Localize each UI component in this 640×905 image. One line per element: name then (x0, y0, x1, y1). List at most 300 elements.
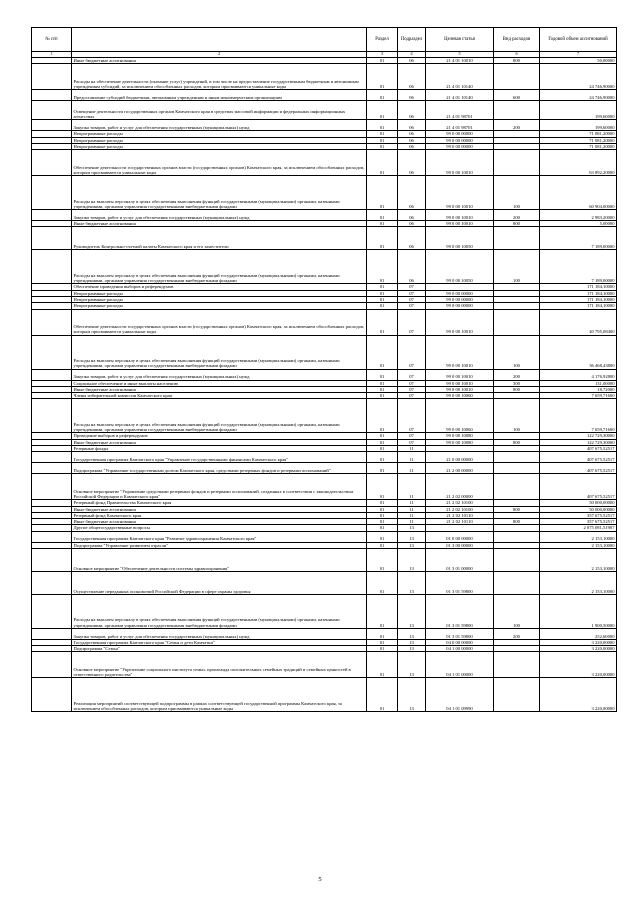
row-amount: 2 153,10000 (540, 571, 617, 594)
row-num (32, 652, 72, 678)
row-expense-type: 300 (494, 380, 540, 386)
row-amount: 7 659,71600 (540, 399, 617, 433)
row-expense-type: 600 (494, 90, 540, 101)
header-target-article: Целевая статья (426, 28, 494, 52)
row-podrazdel: 06 (398, 221, 426, 227)
row-podrazdel: 07 (398, 290, 426, 296)
table-row (32, 120, 617, 131)
row-target-article: 01 3 01 59800 (426, 594, 494, 628)
row-expense-type (494, 309, 540, 335)
row-razdel: 01 (367, 386, 398, 392)
row-target-article: 99 0 00 10010 (426, 150, 494, 176)
row-razdel: 01 (367, 290, 398, 296)
row-podrazdel: 07 (398, 380, 426, 386)
row-expense-type: 200 (494, 628, 540, 639)
row-amount: 357 675,52517 (540, 512, 617, 518)
row-podrazdel: 11 (398, 474, 426, 500)
row-target-article: 21 4 01 98701 (426, 120, 494, 131)
row-podrazdel: 13 (398, 542, 426, 548)
table-row (32, 335, 617, 369)
row-expense-type: 800 (494, 506, 540, 512)
row-expense-type (494, 531, 540, 542)
row-target-article: 01 3 01 00000 (426, 548, 494, 571)
row-amount: 3 220,00000 (540, 652, 617, 678)
row-expense-type: 800 (494, 386, 540, 392)
row-target-article: 21 2 02 00000 (426, 474, 494, 500)
header-name (72, 28, 367, 52)
row-podrazdel: 07 (398, 335, 426, 369)
row-name: Иные бюджетные ассигнования (72, 519, 367, 525)
row-expense-type (494, 64, 540, 90)
table-row (32, 531, 617, 542)
header-annual-amount: Годовой объем ассигнований (540, 28, 617, 52)
row-razdel: 01 (367, 525, 398, 531)
row-target-article: 21 4 01 10140 (426, 90, 494, 101)
row-podrazdel: 06 (398, 120, 426, 131)
row-amount: 357 675,52517 (540, 519, 617, 525)
row-target-article: 21 4 01 98701 (426, 101, 494, 120)
row-name: Руководитель Контрольно-счетной палаты Камчатского края и его заместители (72, 227, 367, 250)
table-row (32, 594, 617, 628)
row-amount: 5,00000 (540, 221, 617, 227)
row-amount: 71 081,20000 (540, 143, 617, 149)
row-amount: 2 153,10000 (540, 542, 617, 548)
row-name: Основное мероприятие "Управление средствами резервных фондов и резервами ассигнований, созданных в соответствии с законодательством Российской Федерации и Камчатского края" (72, 474, 367, 500)
row-podrazdel: 07 (398, 369, 426, 380)
row-amount: 60 904,00000 (540, 176, 617, 210)
row-podrazdel: 11 (398, 463, 426, 474)
row-podrazdel: 06 (398, 250, 426, 284)
row-expense-type (494, 652, 540, 678)
table-row (32, 90, 617, 101)
row-num (32, 628, 72, 639)
row-podrazdel: 07 (398, 284, 426, 290)
row-name: Иные бюджетные ассигнования (72, 506, 367, 512)
row-amount: 2 153,10000 (540, 531, 617, 542)
row-razdel: 01 (367, 64, 398, 90)
row-podrazdel: 06 (398, 58, 426, 64)
table-row (32, 474, 617, 500)
row-amount: 131,00000 (540, 380, 617, 386)
row-razdel: 01 (367, 639, 398, 645)
row-razdel: 01 (367, 474, 398, 500)
row-target-article: 04 0 00 00000 (426, 639, 494, 645)
row-name: Расходы на обеспечение деятельности (оказание услуг) учреждений, в том числе на предоставление государственным бюджетным и автономным учреждениям субсидий, за исключением обособленных расходов, которым присваиваются уникальные коды (72, 64, 367, 90)
row-num (32, 548, 72, 571)
row-target-article: 99 0 00 10050 (426, 250, 494, 284)
row-amount: 199,60000 (540, 120, 617, 131)
row-razdel: 01 (367, 380, 398, 386)
row-amount: 171 184,10000 (540, 284, 617, 290)
row-amount: 3 220,00000 (540, 678, 617, 712)
row-podrazdel: 13 (398, 652, 426, 678)
row-name: Расходы на выплаты персоналу в целях обеспечения выполнения функций государственными (муниципальными) органами, казенными учреждениями, органами управления государственными внебюджетными фондами (72, 250, 367, 284)
row-name: Обеспечение деятельности государственных органов власти (государственных органов) Камчатского края, за исключением обособленных расходов, которым присваиваются уникальные коды (72, 150, 367, 176)
row-target-article: 01 3 00 00000 (426, 542, 494, 548)
table-row (32, 64, 617, 90)
row-amount: 71 081,20000 (540, 131, 617, 137)
header-expense-type: Вид расходов (494, 28, 540, 52)
row-podrazdel: 07 (398, 433, 426, 439)
row-name: Осуществление переданных полномочий Российской Федерации в сфере охраны здоровья (72, 571, 367, 594)
column-number: 3 (367, 52, 398, 58)
row-num (32, 335, 72, 369)
row-target-article: 99 0 00 00000 (426, 296, 494, 302)
row-podrazdel: 06 (398, 143, 426, 149)
row-razdel: 01 (367, 439, 398, 445)
row-name: Освещение деятельности государственных органов Камчатского края в средствах массовой информации и федеральных информационных агентствах (72, 101, 367, 120)
row-num (32, 309, 72, 335)
row-target-article: 99 0 00 00000 (426, 303, 494, 309)
row-name: Непрограммные расходы (72, 131, 367, 137)
row-amount: 50 000,00000 (540, 506, 617, 512)
row-podrazdel: 11 (398, 500, 426, 506)
row-expense-type: 100 (494, 335, 540, 369)
row-num (32, 120, 72, 131)
row-target-article: 01 3 01 59800 (426, 628, 494, 639)
table-body (32, 58, 617, 712)
row-amount: 24 746,90000 (540, 90, 617, 101)
row-name: Члены избирательной комиссии Камчатского края (72, 393, 367, 399)
table-row (32, 176, 617, 210)
table-row (32, 309, 617, 335)
row-podrazdel: 13 (398, 678, 426, 712)
row-podrazdel: 11 (398, 506, 426, 512)
row-razdel: 01 (367, 393, 398, 399)
row-expense-type: 100 (494, 594, 540, 628)
row-razdel: 01 (367, 58, 398, 64)
row-amount: 36 468,43800 (540, 335, 617, 369)
row-podrazdel: 07 (398, 296, 426, 302)
row-razdel: 01 (367, 335, 398, 369)
row-razdel: 01 (367, 284, 398, 290)
row-podrazdel: 13 (398, 571, 426, 594)
row-name: Основное мероприятие "Обеспечение деятельности системы здравоохранения" (72, 548, 367, 571)
row-name: Основное мероприятие "Укрепление социального института семьи, пропаганда положительных семейных традиций и семейных ценностей в ответственного родительства" (72, 652, 367, 678)
row-target-article: 99 0 00 10080 (426, 439, 494, 445)
row-expense-type (494, 571, 540, 594)
row-podrazdel: 13 (398, 639, 426, 645)
row-name: Непрограммные расходы (72, 303, 367, 309)
row-amount: 407 675,52517 (540, 445, 617, 451)
row-name: Подпрограмма "Семья" (72, 646, 367, 652)
row-name: Обеспечение проведения выборов и референдумов (72, 284, 367, 290)
table-row (32, 652, 617, 678)
table-header (32, 28, 617, 58)
row-target-article: 99 0 00 10010 (426, 369, 494, 380)
row-target-article: 21 4 01 10010 (426, 58, 494, 64)
row-razdel: 01 (367, 221, 398, 227)
column-number: 6 (494, 52, 540, 58)
row-podrazdel: 13 (398, 594, 426, 628)
row-amount: 7 189,00000 (540, 250, 617, 284)
row-num (32, 452, 72, 463)
row-name: Закупка товаров, работ и услуг для обеспечения государственных (муниципальных) нужд (72, 369, 367, 380)
row-target-article: 99 0 00 00000 (426, 290, 494, 296)
row-target-article: 01 3 01 59800 (426, 571, 494, 594)
row-name: Иные бюджетные ассигнования (72, 221, 367, 227)
page-number: 5 (318, 876, 322, 883)
row-expense-type: 800 (494, 439, 540, 445)
row-expense-type (494, 678, 540, 712)
row-expense-type (494, 548, 540, 571)
row-razdel: 01 (367, 519, 398, 525)
row-num (32, 176, 72, 210)
row-razdel: 01 (367, 506, 398, 512)
row-podrazdel: 07 (398, 399, 426, 433)
row-expense-type (494, 452, 540, 463)
row-expense-type: 800 (494, 221, 540, 227)
row-num (32, 150, 72, 176)
row-target-article: 99 0 00 10010 (426, 380, 494, 386)
row-razdel: 01 (367, 303, 398, 309)
row-razdel: 01 (367, 90, 398, 101)
table-row (32, 399, 617, 433)
row-razdel: 01 (367, 101, 398, 120)
row-amount: 407 675,52517 (540, 452, 617, 463)
row-name: Проведение выборов и референдумов (72, 433, 367, 439)
row-target-article: 21 2 00 00000 (426, 463, 494, 474)
row-expense-type (494, 463, 540, 474)
row-razdel: 01 (367, 150, 398, 176)
row-razdel: 01 (367, 463, 398, 474)
row-expense-type: 100 (494, 250, 540, 284)
row-name: Непрограммные расходы (72, 296, 367, 302)
row-podrazdel: 13 (398, 646, 426, 652)
row-name: Расходы на выплаты персоналу в целях обеспечения выполнения функций государственными (муниципальными) органами, казенными учреждениями, органами управления государственными внебюджетными фондами (72, 399, 367, 433)
row-amount: 407 675,52517 (540, 463, 617, 474)
row-target-article: 99 0 00 00000 (426, 131, 494, 137)
table-row (32, 452, 617, 463)
row-amount: 171 184,10000 (540, 290, 617, 296)
column-number: 4 (398, 52, 426, 58)
table-row (32, 463, 617, 474)
row-num (32, 474, 72, 500)
column-number: 2 (72, 52, 367, 58)
row-razdel: 01 (367, 433, 398, 439)
row-name: Государственная программа Камчатского края "Семья и дети Камчатки" (72, 639, 367, 645)
row-podrazdel: 13 (398, 628, 426, 639)
row-target-article: 01 0 00 00000 (426, 531, 494, 542)
row-amount: 1 900,50000 (540, 594, 617, 628)
row-podrazdel: 11 (398, 445, 426, 451)
table-row (32, 628, 617, 639)
row-razdel: 01 (367, 548, 398, 571)
row-amount: 252,60000 (540, 628, 617, 639)
row-podrazdel: 07 (398, 393, 426, 399)
row-name: Социальное обеспечение и иные выплаты населению (72, 380, 367, 386)
row-num (32, 90, 72, 101)
row-name: Обеспечение деятельности государственных органов власти (государственных органов) Камчатского края, за исключением обособленных расходов, которым присваиваются уникальные коды (72, 309, 367, 335)
row-name: Расходы на выплаты персоналу в целях обеспечения выполнения функций государственными (муниципальными) органами, казенными учреждениями, органами управления государственными внебюджетными фондами (72, 176, 367, 210)
row-razdel: 01 (367, 512, 398, 518)
row-podrazdel: 06 (398, 150, 426, 176)
row-expense-type: 800 (494, 519, 540, 525)
row-name: Реализация мероприятий соответствующей подпрограммы в рамках соответствующей государственной программы Камчатского края, за исключением обособленных расходов, которым присваиваются уникальные коды (72, 678, 367, 712)
table-row (32, 250, 617, 284)
row-name: Расходы на выплаты персоналу в целях обеспечения выполнения функций государственными (муниципальными) органами, казенными учреждениями, органами управления государственными внебюджетными фондами (72, 335, 367, 369)
header-podrazdel: Подраздел (398, 28, 426, 52)
row-razdel: 01 (367, 678, 398, 712)
row-razdel: 01 (367, 296, 398, 302)
row-razdel: 01 (367, 500, 398, 506)
row-razdel: 01 (367, 594, 398, 628)
row-razdel: 01 (367, 531, 398, 542)
row-expense-type (494, 474, 540, 500)
row-expense-type (494, 150, 540, 176)
row-podrazdel: 07 (398, 439, 426, 445)
row-podrazdel: 11 (398, 512, 426, 518)
row-razdel: 01 (367, 250, 398, 284)
row-amount: 50 000,00000 (540, 500, 617, 506)
row-name: Государственная программа Камчатского края "Развитие здравоохранения Камчатского края" (72, 531, 367, 542)
row-amount: 7 189,00000 (540, 227, 617, 250)
row-target-article: 99 0 00 10050 (426, 227, 494, 250)
table-row (32, 571, 617, 594)
row-target-article: 21 2 02 10100 (426, 506, 494, 512)
row-num (32, 571, 72, 594)
row-amount: 7 659,71600 (540, 393, 617, 399)
row-amount: 122 729,30000 (540, 433, 617, 439)
table-row (32, 101, 617, 120)
row-razdel: 01 (367, 445, 398, 451)
table-row (32, 678, 617, 712)
row-podrazdel: 06 (398, 64, 426, 90)
row-podrazdel: 06 (398, 131, 426, 137)
row-amount: 18,72000 (540, 386, 617, 392)
row-target-article: 99 0 00 10010 (426, 386, 494, 392)
row-num (32, 531, 72, 542)
row-podrazdel: 07 (398, 386, 426, 392)
row-target-article: 99 0 00 10010 (426, 176, 494, 210)
row-podrazdel: 11 (398, 519, 426, 525)
row-target-article: 21 0 00 00000 (426, 452, 494, 463)
row-amount: 171 184,10000 (540, 303, 617, 309)
row-razdel: 01 (367, 628, 398, 639)
row-num (32, 64, 72, 90)
row-target-article: 21 2 02 10100 (426, 500, 494, 506)
row-name: Резервный фонд Камчатского края (72, 512, 367, 518)
row-amount: 63 892,20000 (540, 150, 617, 176)
row-razdel: 01 (367, 542, 398, 548)
row-name: Непрограммные расходы (72, 143, 367, 149)
row-target-article: 04 1 01 09990 (426, 678, 494, 712)
row-podrazdel: 11 (398, 452, 426, 463)
row-razdel: 01 (367, 120, 398, 131)
row-name: Резервный фонд Правительства Камчатского края (72, 500, 367, 506)
header-razdel: Раздел (367, 28, 398, 52)
row-target-article: 99 0 00 10060 (426, 399, 494, 433)
table-row (32, 210, 617, 221)
row-amount: 2 075 081,51907 (540, 525, 617, 531)
row-target-article: 99 0 00 10010 (426, 210, 494, 221)
row-razdel: 01 (367, 571, 398, 594)
row-num (32, 227, 72, 250)
row-expense-type: 800 (494, 58, 540, 64)
row-podrazdel: 06 (398, 101, 426, 120)
row-amount: 2 153,10000 (540, 548, 617, 571)
row-name: Непрограммные расходы (72, 137, 367, 143)
budget-table (31, 27, 617, 712)
row-name: Подпрограмма "Управление государственным долгом Камчатского края, средствами резервных фондов и резервами ассигнований" (72, 463, 367, 474)
row-razdel: 01 (367, 646, 398, 652)
row-amount: 71 081,20000 (540, 137, 617, 143)
row-name: Подпрограмма "Управление развитием отрасли" (72, 542, 367, 548)
row-target-article: 99 0 00 10080 (426, 433, 494, 439)
row-name: Иные бюджетные ассигнования (72, 386, 367, 392)
row-name: Закупка товаров, работ и услуг для обеспечения государственных (муниципальных) нужд (72, 120, 367, 131)
row-amount: 171 184,10000 (540, 296, 617, 302)
row-amount: 407 675,52517 (540, 474, 617, 500)
row-name: Закупка товаров, работ и услуг для обеспечения государственных (муниципальных) нужд (72, 628, 367, 639)
row-expense-type (494, 227, 540, 250)
row-target-article: 99 0 00 00000 (426, 143, 494, 149)
table-row (32, 227, 617, 250)
row-podrazdel: 13 (398, 525, 426, 531)
row-name: Предоставление субсидий бюджетным, автономным учреждениям и иным некоммерческим организациям (72, 90, 367, 101)
row-num (32, 594, 72, 628)
row-razdel: 01 (367, 399, 398, 433)
row-num (32, 369, 72, 380)
row-num (32, 678, 72, 712)
column-number: 5 (426, 52, 494, 58)
row-expense-type (494, 101, 540, 120)
row-expense-type: 200 (494, 369, 540, 380)
row-razdel: 01 (367, 143, 398, 149)
row-name: Резервные фонды (72, 445, 367, 451)
row-razdel: 01 (367, 137, 398, 143)
row-target-article: 21 4 01 10140 (426, 64, 494, 90)
row-target-article: 21 2 02 10110 (426, 512, 494, 518)
row-num (32, 399, 72, 433)
row-amount: 199,60000 (540, 101, 617, 120)
row-razdel: 01 (367, 227, 398, 250)
row-podrazdel: 06 (398, 210, 426, 221)
row-razdel: 01 (367, 652, 398, 678)
row-amount: 24 746,90000 (540, 64, 617, 90)
row-expense-type: 100 (494, 399, 540, 433)
row-amount: 3 220,00000 (540, 646, 617, 652)
row-target-article: 99 0 00 00000 (426, 137, 494, 143)
row-podrazdel: 06 (398, 90, 426, 101)
row-name: Иные бюджетные ассигнования (72, 58, 367, 64)
header-num: № п/п (32, 28, 72, 52)
row-razdel: 01 (367, 452, 398, 463)
row-target-article: 21 2 02 10110 (426, 519, 494, 525)
row-razdel: 01 (367, 369, 398, 380)
row-name: Расходы на выплаты персоналу в целях обеспечения выполнения функций государственными (муниципальными) органами, казенными учреждениями, органами управления государственными внебюджетными фондами (72, 594, 367, 628)
row-target-article: 99 0 00 10060 (426, 393, 494, 399)
row-razdel: 01 (367, 176, 398, 210)
row-num (32, 250, 72, 284)
row-target-article: 04 1 01 00000 (426, 652, 494, 678)
row-podrazdel: 06 (398, 137, 426, 143)
row-podrazdel: 07 (398, 309, 426, 335)
row-expense-type: 200 (494, 120, 540, 131)
row-name: Закупка товаров, работ и услуг для обеспечения государственных (муниципальных) нужд (72, 210, 367, 221)
row-target-article: 99 0 00 10010 (426, 221, 494, 227)
row-amount: 3 220,00000 (540, 639, 617, 645)
row-amount: 4 176,92800 (540, 369, 617, 380)
row-amount: 2 983,20000 (540, 210, 617, 221)
row-podrazdel: 06 (398, 227, 426, 250)
row-expense-type: 100 (494, 176, 540, 210)
row-name: Государственная программа Камчатского края "Управление государственными финансами Камчатского края" (72, 452, 367, 463)
row-target-article: 04 1 00 00000 (426, 646, 494, 652)
row-name: Непрограммные расходы (72, 290, 367, 296)
table-row (32, 548, 617, 571)
column-number: 1 (32, 52, 72, 58)
